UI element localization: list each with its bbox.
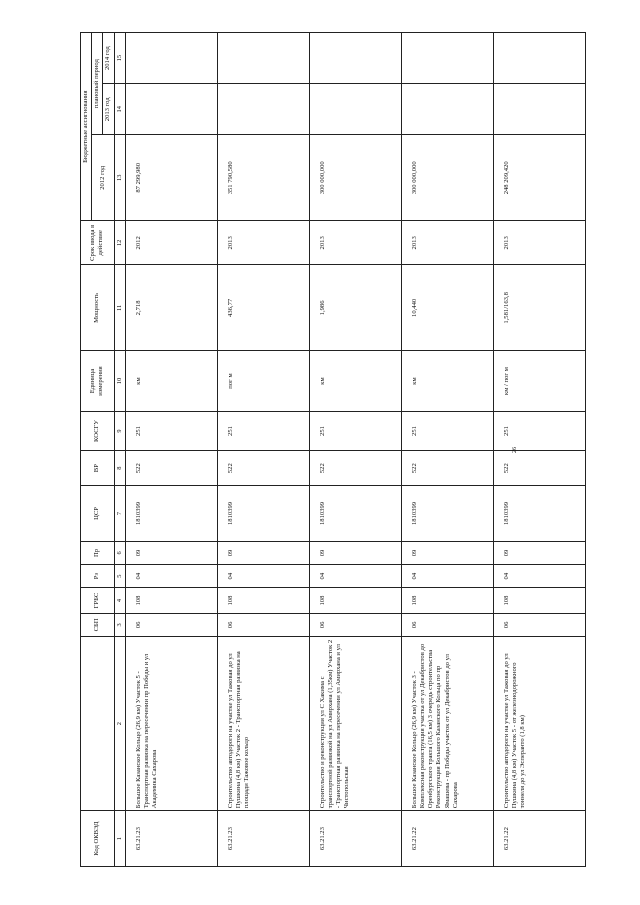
sbp-cell: 06	[217, 613, 309, 636]
capacity-cell: 1,581/163,8	[493, 265, 585, 351]
col-number: 4	[114, 588, 125, 614]
header-capacity: Мощность	[81, 265, 115, 351]
vr-cell: 522	[401, 451, 493, 486]
col-number: 6	[114, 541, 125, 564]
kosgu-cell: 251	[401, 411, 493, 450]
col-number: 10	[114, 351, 125, 411]
col-number: 3	[114, 613, 125, 636]
header-rz: Рз	[81, 565, 115, 588]
kosgu-cell: 251	[125, 411, 217, 450]
term-cell: 2013	[401, 221, 493, 265]
header-okved: Код ОКВЭД	[81, 811, 115, 867]
header-planned: плановый период	[92, 33, 103, 135]
okved-cell: 63.21.23	[125, 811, 217, 867]
header-year-2013: 2013 год	[103, 84, 114, 135]
pr-cell: 09	[401, 541, 493, 564]
capacity-cell: 1,986	[309, 265, 401, 351]
col-number: 14	[114, 84, 125, 135]
term-cell: 2012	[125, 221, 217, 265]
amount-2012-cell: 300 000,000	[309, 135, 401, 221]
capacity-cell: 10,440	[401, 265, 493, 351]
rz-cell: 04	[401, 565, 493, 588]
rz-cell: 04	[309, 565, 401, 588]
column-number-row	[114, 33, 125, 867]
header-vr: ВР	[81, 451, 115, 486]
grbs-cell: 108	[401, 588, 493, 614]
okved-cell: 63.21.23	[217, 811, 309, 867]
amount-2012-cell: 248 209,420	[493, 135, 585, 221]
unit-cell: км	[401, 351, 493, 411]
amount-2013-cell	[401, 84, 493, 135]
col-number: 8	[114, 451, 125, 486]
csr-cell: 1810399	[493, 486, 585, 542]
grbs-cell: 108	[309, 588, 401, 614]
rz-cell: 04	[217, 565, 309, 588]
kosgu-cell: 251	[309, 411, 401, 450]
amount-2014-cell	[401, 33, 493, 84]
header-name	[81, 637, 115, 811]
col-number: 9	[114, 411, 125, 450]
header-kosgu: КОСГУ	[81, 411, 115, 450]
kosgu-cell: 251	[493, 411, 585, 450]
term-cell: 2013	[493, 221, 585, 265]
pr-cell: 09	[217, 541, 309, 564]
page-number: 26	[512, 447, 518, 453]
project-name-cell: Строительство автодороги на участке ул Тажовая до ул Пушкина (4,8 км) Участок 2 - Транспортная развязка на площади Тажовое кольцо	[217, 637, 309, 811]
unit-cell: км / пог м	[493, 351, 585, 411]
col-number: 7	[114, 486, 125, 542]
vr-cell: 522	[309, 451, 401, 486]
header-year-2012: 2012 год	[92, 135, 114, 221]
rz-cell: 04	[125, 565, 217, 588]
table-row	[125, 33, 217, 867]
budget-table	[80, 32, 586, 867]
table-row	[401, 33, 493, 867]
unit-cell: пог м	[217, 351, 309, 411]
header-grbs: ГРБС	[81, 588, 115, 614]
table-row	[217, 33, 309, 867]
table-row	[309, 33, 401, 867]
grbs-cell: 108	[217, 588, 309, 614]
col-number: 13	[114, 135, 125, 221]
amount-2013-cell	[493, 84, 585, 135]
header-term: Срок ввода в действие	[81, 221, 115, 265]
col-number: 12	[114, 221, 125, 265]
unit-cell: км	[309, 351, 401, 411]
amount-2012-cell: 351 790,580	[217, 135, 309, 221]
sbp-cell: 06	[401, 613, 493, 636]
table-row	[493, 33, 585, 867]
header-csr: ЦСР	[81, 486, 115, 542]
csr-cell: 1810399	[309, 486, 401, 542]
sbp-cell: 06	[125, 613, 217, 636]
project-name-cell: Строительство и реконструкция ул С Хакима с транспортной развязкой на ул Амирхана (1,35км) Участок 2 - Транспортная развязка на пересечении ул Амирхана и ул Чистопольская	[309, 637, 401, 811]
kosgu-cell: 251	[217, 411, 309, 450]
header-pr: Пр	[81, 541, 115, 564]
vr-cell: 522	[125, 451, 217, 486]
header-row-1	[81, 33, 92, 867]
amount-2014-cell	[309, 33, 401, 84]
csr-cell: 1810399	[125, 486, 217, 542]
sbp-cell: 06	[493, 613, 585, 636]
term-cell: 2013	[309, 221, 401, 265]
okved-cell: 63.21.22	[493, 811, 585, 867]
header-year-2014: 2014 год	[103, 33, 114, 84]
pr-cell: 09	[309, 541, 401, 564]
pr-cell: 09	[125, 541, 217, 564]
okved-cell: 63.21.22	[401, 811, 493, 867]
col-number: 11	[114, 265, 125, 351]
okved-cell: 63.21.23	[309, 811, 401, 867]
pr-cell: 09	[493, 541, 585, 564]
term-cell: 2013	[217, 221, 309, 265]
header-budget: Бюджетные ассигнования	[81, 33, 92, 221]
amount-2014-cell	[217, 33, 309, 84]
vr-cell: 522	[493, 451, 585, 486]
header-sbp: СБП	[81, 613, 115, 636]
project-name-cell: Большое Казанское Кольцо (26,9 км) Участок 5 - Транспортная развязка на пересечении пр Победы и ул Академика Сахарова	[125, 637, 217, 811]
col-number: 5	[114, 565, 125, 588]
sbp-cell: 06	[309, 613, 401, 636]
col-number: 2	[114, 637, 125, 811]
amount-2014-cell	[125, 33, 217, 84]
amount-2012-cell: 300 000,000	[401, 135, 493, 221]
project-name-cell: Строительство автодороги на участке ул Тажовая до ул Пушкина (4,8 км) Участок 5 - от железнодорожного тоннеля до ул Эсперанто (1,8 км)	[493, 637, 585, 811]
capacity-cell: 436,77	[217, 265, 309, 351]
grbs-cell: 108	[493, 588, 585, 614]
grbs-cell: 108	[125, 588, 217, 614]
vr-cell: 522	[217, 451, 309, 486]
col-number: 1	[114, 811, 125, 867]
header-unit: Единица измерения	[81, 351, 115, 411]
rz-cell: 04	[493, 565, 585, 588]
project-name-cell: Большое Казанское Кольцо (26,9 км) Участок 3 - Комплексная реконструкция участка от ул Декабристов до Оренбургского тракта (16,5 км) 3 очередь строительства Реконструкция Большого Казанского Кольца по пр Ямашева - пр Победы участок от ул Декабристов до ул Сахарова	[401, 637, 493, 811]
csr-cell: 1810399	[217, 486, 309, 542]
amount-2014-cell	[493, 33, 585, 84]
capacity-cell: 2,718	[125, 265, 217, 351]
amount-2013-cell	[217, 84, 309, 135]
csr-cell: 1810399	[401, 486, 493, 542]
unit-cell: км	[125, 351, 217, 411]
amount-2013-cell	[309, 84, 401, 135]
col-number: 15	[114, 33, 125, 84]
amount-2013-cell	[125, 84, 217, 135]
amount-2012-cell: 87 299,980	[125, 135, 217, 221]
